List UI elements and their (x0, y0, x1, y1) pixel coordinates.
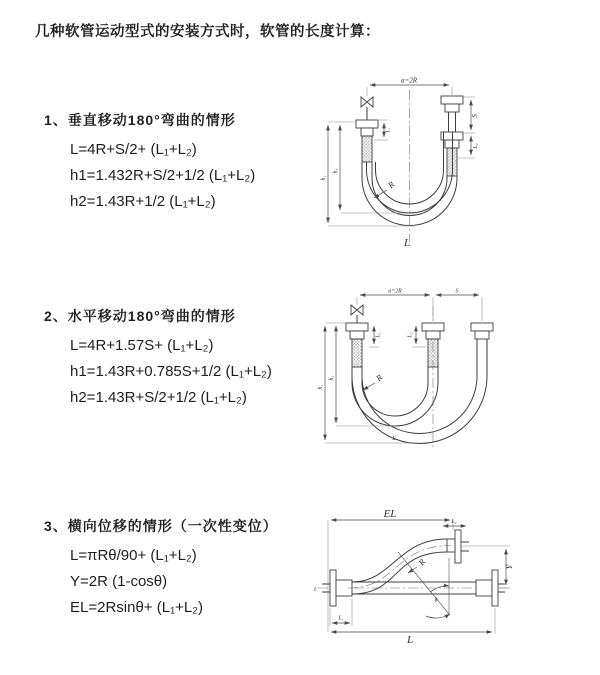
formula-L: L=4R+S/2+ (L₁+L₂) (70, 141, 197, 158)
break-mark: z (313, 586, 317, 593)
valve-icon (351, 305, 363, 323)
dim-l2-label: L₂ (451, 519, 457, 525)
dim-s-label: S (455, 288, 459, 295)
right-pipe-assembly-moved (471, 323, 493, 339)
section-lateral-displacement (44, 516, 278, 621)
dim-l-label: L (403, 237, 411, 249)
dim-l1-label: L₁ (385, 127, 392, 133)
formula-h1: h1=1.43R+0.785S+1/2 (L₁+L₂) (70, 363, 272, 380)
dim-s (464, 97, 479, 133)
formula-h1: h1=1.432R+S/2+1/2 (L₁+L₂) (70, 167, 256, 184)
dim-l-label: L (406, 634, 414, 646)
page-title: 几种软管运动型式的安装方式时，软管的长度计算： (35, 24, 380, 40)
radius-leader (363, 372, 385, 390)
valve-icon (361, 97, 373, 120)
dim-s (436, 289, 479, 296)
dim-h2-label: h₂ (329, 375, 335, 381)
dim-y-label: Y (505, 564, 514, 570)
left-pipe-assembly (356, 120, 378, 162)
dim-r-label: R (416, 556, 428, 568)
dim-r-label: R (373, 372, 385, 384)
radius-leader (408, 556, 428, 573)
dim-theta-label: θ (434, 598, 438, 604)
hose-curves (352, 339, 487, 444)
section-1-heading: 1、垂直移动180°弯曲的情形 (44, 112, 236, 128)
dim-h1-label: h₁ (318, 384, 324, 390)
dim-el (328, 508, 453, 632)
dim-el-label: EL (383, 508, 397, 520)
formula-L: L=πRθ/90+ (L₁+L₂) (70, 547, 197, 564)
diagram-vertical-180 (318, 74, 503, 254)
formula-L: L=4R+1.57S+ (L₁+L₂) (70, 337, 214, 354)
diagram-horizontal-180 (316, 286, 531, 458)
dim-l (331, 608, 495, 646)
dim-l-label: L (392, 436, 396, 442)
dim-h2-label: h₂ (333, 168, 339, 174)
middle-pipe-assembly (422, 323, 444, 367)
moved-flange (447, 530, 469, 563)
dim-a2r (357, 289, 482, 322)
dim-l2-label: L₂ (407, 332, 414, 338)
formula-Y: Y=2R (1-cosθ) (70, 573, 168, 590)
dim-l1-label: L₁ (338, 615, 344, 622)
section-2-heading: 2、水平移动180°弯曲的情形 (44, 308, 236, 324)
diagram-lateral-displacement (306, 506, 576, 654)
dim-h1-label: h₁ (321, 175, 327, 181)
formula-EL: EL=2Rsinθ+ (L₁+L₂) (70, 599, 204, 616)
section-3-heading: 3、横向位移的情形（一次性变位） (44, 518, 278, 534)
formula-h2: h2=1.43R+S/2+1/2 (L₁+L₂) (70, 389, 247, 406)
dim-l1-label: L₁ (375, 332, 382, 338)
dim-s-label: S (471, 114, 479, 118)
dim-l2-label: L₂ (473, 143, 479, 149)
formula-h2: h2=1.43R+1/2 (L₁+L₂) (70, 193, 216, 210)
section-horizontal-180 (44, 306, 272, 411)
hose-curve (348, 539, 451, 594)
dim-a2r-label: a=2R (388, 288, 402, 295)
section-vertical-180 (44, 110, 255, 215)
dim-a2r-label: a=2R (401, 76, 417, 85)
dim-l1 (369, 326, 382, 347)
left-pipe-assembly (346, 323, 368, 367)
dim-r-label: R (385, 179, 397, 191)
